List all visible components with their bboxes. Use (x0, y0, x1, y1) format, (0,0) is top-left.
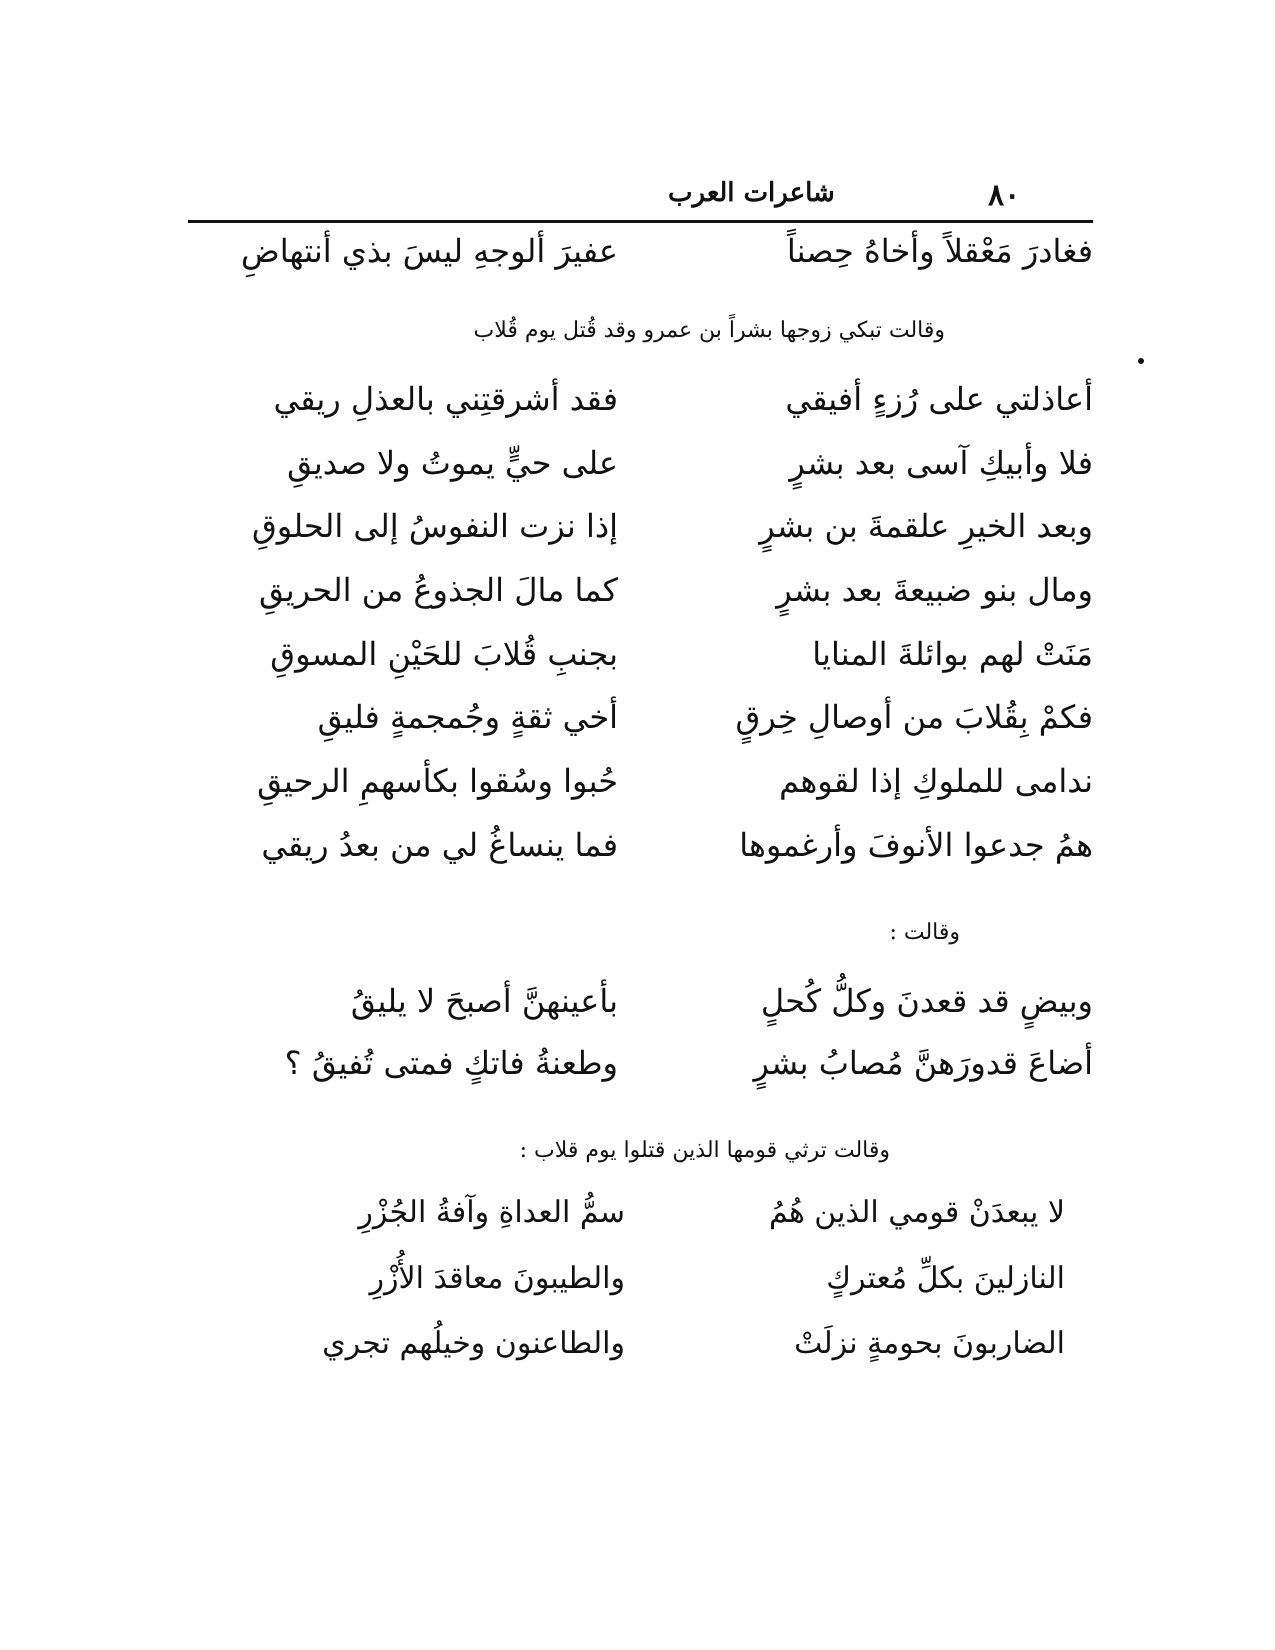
hemistich-first: وبعد الخيرِ علقمةَ بن بشرٍ (759, 507, 1093, 545)
hemistich-first: لا يبعدَنْ قومي الذين هُمُ (768, 1195, 1065, 1230)
hemistich-second: حُبوا وسُقوا بكأسهمِ الرحيقِ (257, 762, 618, 800)
running-title: شاعرات العرب (668, 178, 835, 208)
hemistich-first: مَنَتْ لهم بوائلةَ المنايا (812, 635, 1093, 673)
hemistich-first: أعاذلتي على رُزءٍ أفيقي (785, 380, 1093, 418)
verse-line (225, 1195, 1065, 1239)
hemistich-first: النازلينَ بكلِّ مُعتركٍ (826, 1261, 1065, 1296)
section-caption: وقالت : (889, 920, 960, 945)
verse-line (188, 507, 1093, 553)
hemistich-second: بجنبِ قُلابَ للحَيْنِ المسوقِ (270, 635, 618, 673)
page-number: ٨٠ (988, 178, 1021, 213)
verse-line (225, 1326, 1065, 1370)
hemistich-second: والطيبونَ معاقدَ الأُزْرِ (369, 1261, 625, 1296)
hemistich-second: سمُّ العداةِ وآفةُ الجُزْرِ (358, 1195, 625, 1230)
verse-line (188, 698, 1093, 744)
hemistich-first: فغادرَ مَعْقلاً وأخاهُ حِصناً (786, 232, 1093, 270)
hemistich-first: الضاربونَ بحومةٍ نزلَتْ (794, 1326, 1065, 1361)
verse-line (188, 982, 1093, 1028)
verse-line (188, 444, 1093, 490)
hemistich-first: ندامى للملوكِ إذا لقوهم (779, 762, 1093, 800)
verse-line (188, 1044, 1093, 1090)
hemistich-second: إذا نزت النفوسُ إلى الحلوقِ (251, 507, 618, 545)
hemistich-first: أضاعَ قدورَهنَّ مُصابُ بشرٍ (753, 1044, 1093, 1082)
hemistich-first: فكمْ بِقُلابَ من أوصالِ خِرقٍ (735, 698, 1093, 736)
hemistich-first: ومال بنو ضبيعةَ بعد بشرٍ (776, 571, 1093, 609)
hemistich-second: عفيرَ ألوجهِ ليسَ بذي أنتهاضِ (241, 232, 618, 270)
verse-carry (188, 232, 1093, 276)
hemistich-second: أخي ثقةٍ وجُمجمةٍ فليقِ (317, 698, 618, 736)
page-header (188, 178, 1093, 218)
section-caption: وقالت تبكي زوجها بشراً بن عمرو وقد قُتل يوم قُلاب (473, 318, 945, 343)
verse-line (188, 380, 1093, 426)
verse-line (188, 826, 1093, 872)
hemistich-second: وطعنةُ فاتكٍ فمتى تُفيقُ ؟ (284, 1044, 618, 1082)
hemistich-second: بأعينهنَّ أصبحَ لا يليقُ (350, 982, 618, 1020)
verse-line (188, 762, 1093, 808)
hemistich-second: كما مالَ الجذوعُ من الحريقِ (259, 571, 618, 609)
hemistich-first: وبيضٍ قد قعدنَ وكلُّ كُحلٍ (760, 982, 1093, 1020)
hemistich-second: فقد أشرقتِني بالعذلِ ريقي (273, 380, 618, 418)
hemistich-first: همُ جدعوا الأنوفَ وأرغموها (739, 826, 1093, 864)
verse-line (188, 635, 1093, 681)
hemistich-second: على حيٍّ يموتُ ولا صديقِ (287, 444, 618, 482)
margin-dot (1138, 358, 1144, 364)
hemistich-second: فما ينساغُ لي من بعدُ ريقي (261, 826, 618, 864)
hemistich-second: والطاعنون وخيلُهم تجري (322, 1326, 625, 1361)
hemistich-first: فلا وأبيكِ آسى بعد بشرٍ (789, 444, 1093, 482)
verse-line (225, 1261, 1065, 1305)
section-caption: وقالت ترثي قومها الذين قتلوا يوم قلاب : (519, 1138, 890, 1163)
header-rule (188, 220, 1093, 223)
verse-line (188, 571, 1093, 617)
